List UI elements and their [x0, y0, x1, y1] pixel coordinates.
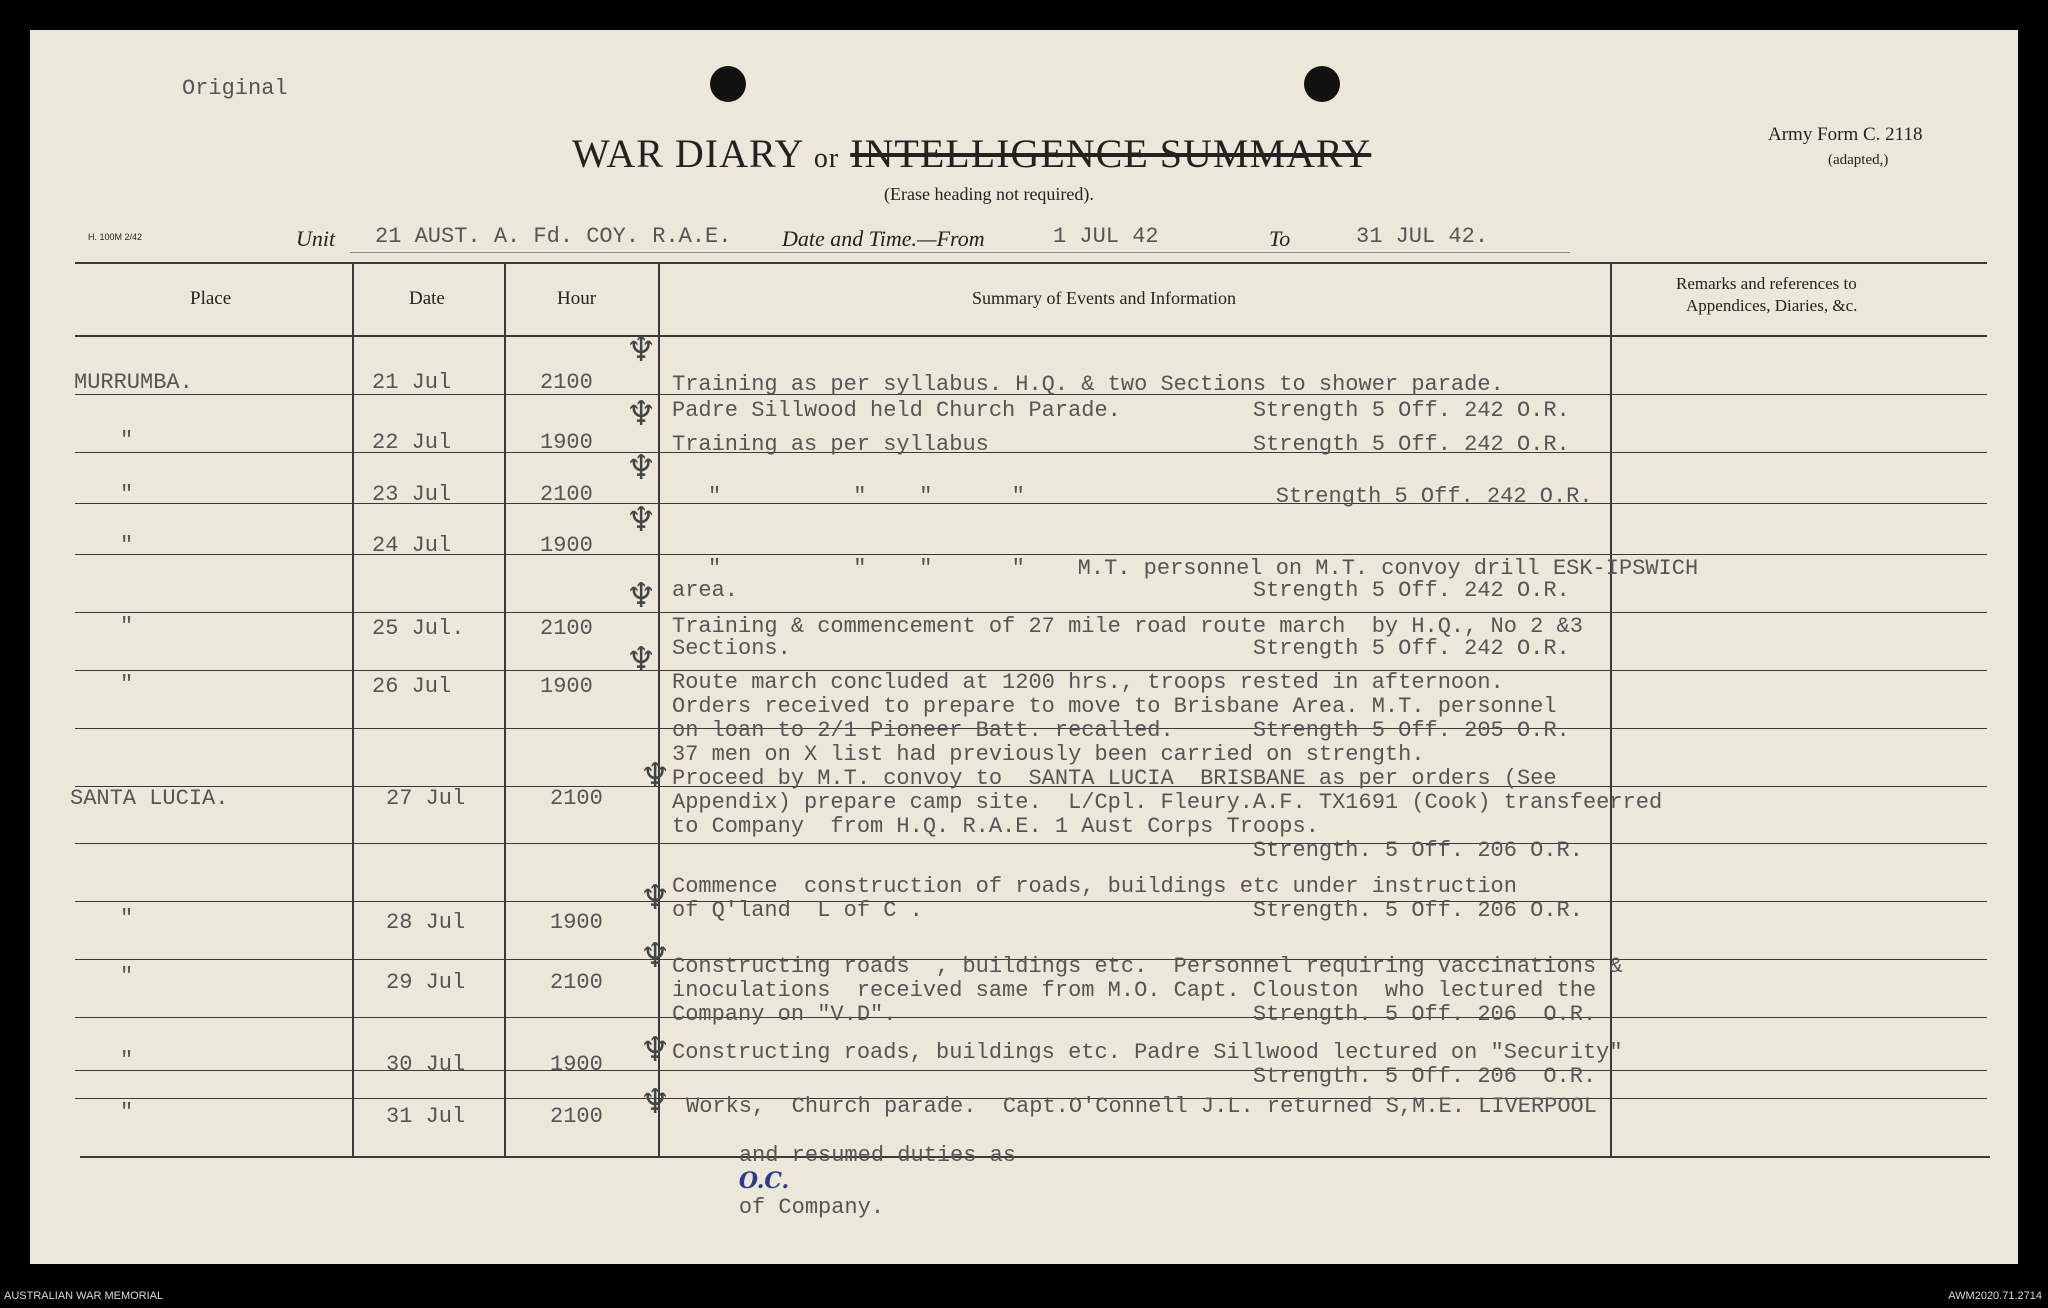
diary-sheet: [30, 30, 2018, 1264]
table-bottom-rule: [80, 1156, 1990, 1158]
row-hour: 2100: [550, 970, 603, 995]
initial-mark: ♆: [626, 448, 657, 488]
table-top-rule: [75, 262, 1987, 264]
col-header-remarks-1: Remarks and references to: [1676, 274, 1857, 293]
row-hour: 2100: [540, 616, 593, 641]
print-code: H. 100M 2/42: [88, 232, 143, 242]
initial-mark: ♆: [640, 756, 671, 796]
initial-mark: ♆: [626, 640, 657, 680]
unit-value: 21 AUST. A. Fd. COY. R.A.E.: [375, 224, 732, 249]
title-or: or: [813, 143, 840, 174]
title-struck: INTELLIGENCE SUMMARY: [850, 131, 1372, 176]
row-rule: [75, 554, 1987, 555]
summary-line: Commence construction of roads, buildings etc under instruction: [672, 874, 1517, 899]
row-place: MURRUMBA.: [74, 370, 193, 395]
summary-line: of Q'land L of C . Strength. 5 Off. 206 O.R.: [672, 898, 1583, 923]
row-hour: 1900: [550, 1052, 603, 1077]
title-prefix: WAR DIARY: [572, 131, 803, 176]
row-place: ": [120, 533, 134, 558]
row-place: SANTA LUCIA.: [70, 786, 229, 811]
punch-hole: [710, 66, 746, 102]
row-date: 26 Jul: [372, 674, 452, 699]
row-rule: [75, 612, 1987, 613]
summary-text: and resumed duties as: [738, 1143, 1017, 1168]
row-date: 27 Jul: [386, 786, 466, 811]
summary-line: Training as per syllabus. H.Q. & two Sections to shower parade.: [672, 372, 1504, 397]
army-form: Army Form C. 2118: [1768, 124, 1923, 145]
col-header-place: Place: [190, 288, 232, 309]
row-place: ": [120, 428, 134, 453]
row-date: 31 Jul: [386, 1104, 466, 1129]
handwritten-oc: O.C.: [738, 1168, 790, 1194]
summary-line: Constructing roads, buildings etc. Padre Sillwood lectured on "Security": [672, 1040, 1623, 1065]
initial-mark: ♆: [640, 936, 671, 976]
summary-line: Company on "V.D". Strength. 5 Off. 206 O.R.: [672, 1002, 1597, 1027]
summary-line: Sections. Strength 5 Off. 242 O.R.: [672, 636, 1570, 661]
row-date: 23 Jul: [372, 482, 452, 507]
initial-mark: ♆: [640, 878, 671, 918]
summary-line: Training & commencement of 27 mile road route march by H.Q., No 2 &3: [672, 614, 1583, 639]
summary-line: Strength. 5 Off. 206 O.R.: [672, 838, 1583, 863]
punch-hole: [1304, 66, 1340, 102]
summary-line: " " " " Strength 5 Off. 242 O.R.: [708, 484, 1593, 509]
col-divider-place: [352, 262, 354, 1158]
col-header-summary: Summary of Events and Information: [972, 288, 1236, 308]
row-hour: 2100: [550, 1104, 603, 1129]
initial-mark: ♆: [626, 330, 657, 370]
row-hour: 1900: [540, 533, 593, 558]
row-hour: 1900: [540, 430, 593, 455]
title-war-diary: [572, 130, 1371, 177]
army-form-adapted: (adapted,): [1828, 152, 1889, 168]
summary-line: Constructing roads , buildings etc. Personnel requiring vaccinations &: [672, 954, 1623, 979]
summary-line: Route march concluded at 1200 hrs., troops rested in afternoon.: [672, 670, 1504, 695]
col-divider-summary: [1610, 262, 1612, 1158]
col-header-hour: Hour: [557, 288, 597, 309]
summary-line: to Company from H.Q. R.A.E. 1 Aust Corps Troops.: [672, 814, 1319, 839]
initial-mark: ♆: [626, 500, 657, 540]
row-hour: 1900: [540, 674, 593, 699]
row-place: ": [120, 1048, 134, 1073]
row-date: 25 Jul.: [372, 616, 465, 641]
summary-line: " " " " M.T. personnel on M.T. convoy drill ESK-IPSWICH: [708, 556, 1699, 581]
col-divider-hour: [658, 262, 660, 1158]
to-value: 31 JUL 42.: [1356, 224, 1489, 249]
summary-line: Appendix) prepare camp site. L/Cpl. Fleury.A.F. TX1691 (Cook) transfeerred: [672, 790, 1663, 815]
row-place: ": [120, 614, 134, 639]
summary-line: Strength. 5 Off. 206 O.R.: [672, 1064, 1597, 1089]
to-label: To: [1269, 226, 1291, 251]
row-hour: 2100: [540, 370, 593, 395]
col-header-remarks-2: Appendices, Diaries, &c.: [1686, 296, 1858, 315]
summary-line: [686, 1118, 1016, 1245]
summary-text: of Company.: [738, 1195, 885, 1220]
row-date: 22 Jul: [372, 430, 452, 455]
row-date: 28 Jul: [386, 910, 466, 935]
row-date: 24 Jul: [372, 533, 452, 558]
summary-line: Training as per syllabus Strength 5 Off. 242 O.R.: [672, 432, 1570, 457]
initial-mark: ♆: [626, 576, 657, 616]
row-hour: 2100: [540, 482, 593, 507]
summary-line: Works, Church parade. Capt.O'Connell J.L. returned S,M.E. LIVERPOOL: [686, 1094, 1597, 1119]
row-date: 29 Jul: [386, 970, 466, 995]
footer-left: AUSTRALIAN WAR MEMORIAL: [4, 1290, 164, 1302]
row-place: ": [120, 906, 134, 931]
summary-line: 37 men on X list had previously been carried on strength.: [672, 742, 1425, 767]
header-bottom-rule: [75, 335, 1987, 337]
date-time-label: Date and Time.—From: [782, 226, 985, 251]
row-place: ": [120, 964, 134, 989]
row-place: ": [120, 1100, 134, 1125]
row-place: ": [120, 482, 134, 507]
initial-mark: ♆: [640, 1082, 671, 1122]
summary-line: Padre Sillwood held Church Parade. Strength 5 Off. 242 O.R.: [672, 398, 1570, 423]
summary-line: area. Strength 5 Off. 242 O.R.: [672, 578, 1570, 603]
col-divider-date: [504, 262, 506, 1158]
col-header-date: Date: [409, 288, 445, 309]
summary-line: inoculations received same from M.O. Capt. Clouston who lectured the: [672, 978, 1597, 1003]
initial-mark: ♆: [626, 394, 657, 434]
from-value: 1 JUL 42: [1053, 224, 1159, 249]
row-hour: 1900: [550, 910, 603, 935]
row-date: 21 Jul: [372, 370, 452, 395]
erase-note: (Erase heading not required).: [884, 184, 1094, 204]
summary-line: on loan to 2/1 Pioneer Batt. recalled. Strength 5 Off. 205 O.R.: [672, 718, 1570, 743]
footer-right: AWM2020.71.2714: [1948, 1290, 2042, 1302]
summary-line: Orders received to prepare to move to Brisbane Area. M.T. personnel: [672, 694, 1557, 719]
summary-line: Proceed by M.T. convoy to SANTA LUCIA BRISBANE as per orders (See: [672, 766, 1557, 791]
row-place: ": [120, 672, 134, 697]
unit-dotted-line: [350, 252, 1570, 253]
initial-mark: ♆: [640, 1030, 671, 1070]
original-label: Original: [182, 76, 288, 101]
unit-label: Unit: [296, 226, 336, 251]
row-hour: 2100: [550, 786, 603, 811]
row-date: 30 Jul: [386, 1052, 466, 1077]
